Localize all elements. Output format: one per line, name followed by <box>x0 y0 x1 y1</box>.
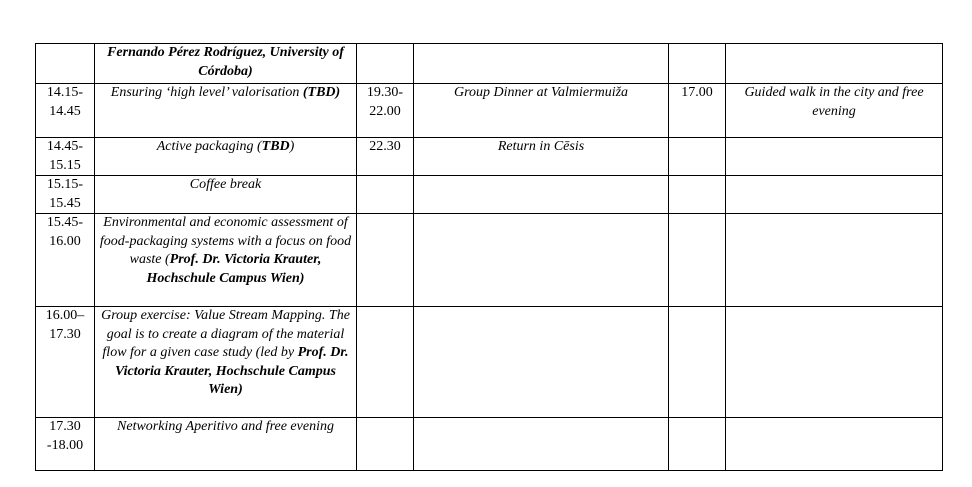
time-cell-day1: 15.45-16.00 <box>36 214 95 307</box>
session-cell-day3 <box>726 307 943 418</box>
session-cell-day2: Group Dinner at Valmiermuiža <box>414 84 669 138</box>
time-cell-day1: 14.15-14.45 <box>36 84 95 138</box>
session-text-part: Group exercise: Value Stream Mapping. The goal is to create a diagram of the material flow for a given case study (led by <box>101 308 350 360</box>
time-cell-day3 <box>669 176 726 214</box>
session-cell-day2 <box>414 44 669 84</box>
table-row <box>36 44 943 84</box>
session-text-part: Ensuring ‘high level’ valorisation <box>110 85 303 100</box>
time-cell-day2 <box>357 44 414 84</box>
session-text-part: Environmental and economic assessment of food-packaging systems with a focus on food waste ( <box>99 215 352 267</box>
session-text-part: Coffee break <box>189 177 262 192</box>
table-row <box>36 84 943 138</box>
time-cell-day3 <box>669 307 726 418</box>
time-cell-day3 <box>669 418 726 471</box>
time-cell-day3: 17.00 <box>669 84 726 138</box>
session-text-part: Active packaging ( <box>156 139 262 154</box>
session-cell-day1 <box>95 138 357 176</box>
session-cell-day1 <box>95 307 357 418</box>
session-text-part: (TBD) <box>302 85 341 100</box>
time-cell-day2 <box>357 418 414 471</box>
session-cell-day3 <box>726 44 943 84</box>
session-cell-day3 <box>726 214 943 307</box>
session-cell-day2 <box>414 307 669 418</box>
time-cell-day3 <box>669 44 726 84</box>
session-cell-day1 <box>95 44 357 84</box>
session-text-part: ) <box>289 139 295 154</box>
time-cell-day2: 19.30-22.00 <box>357 84 414 138</box>
time-cell-day1: 15.15-15.45 <box>36 176 95 214</box>
time-cell-day2: 22.30 <box>357 138 414 176</box>
table-row <box>36 138 943 176</box>
session-cell-day2 <box>414 214 669 307</box>
schedule-table <box>35 43 943 471</box>
time-cell-day3 <box>669 138 726 176</box>
session-cell-day1 <box>95 176 357 214</box>
session-cell-day2 <box>414 418 669 471</box>
session-cell-day3 <box>726 418 943 471</box>
session-text-part: Networking Aperitivo and free evening <box>117 419 334 434</box>
session-text-part: Fernando Pérez Rodríguez, University of Córdoba) <box>107 45 344 79</box>
session-cell-day2: Return in Cēsis <box>414 138 669 176</box>
time-cell-day1 <box>36 44 95 84</box>
time-cell-day2 <box>357 176 414 214</box>
time-cell-day2 <box>357 214 414 307</box>
table-row <box>36 307 943 418</box>
table-row <box>36 418 943 471</box>
session-cell-day2 <box>414 176 669 214</box>
session-text-part: Prof. Dr. Victoria Krauter, Hochschule Campus Wien) <box>115 345 349 397</box>
table-row <box>36 214 943 307</box>
session-text-part: TBD <box>261 139 290 154</box>
session-cell-day3: Guided walk in the city and free evening <box>726 84 943 138</box>
time-cell-day1: 17.30 -18.00 <box>36 418 95 471</box>
session-cell-day1 <box>95 214 357 307</box>
session-cell-day1 <box>95 84 357 138</box>
table-row <box>36 176 943 214</box>
time-cell-day1: 16.00–17.30 <box>36 307 95 418</box>
time-cell-day1: 14.45-15.15 <box>36 138 95 176</box>
session-cell-day3 <box>726 176 943 214</box>
session-text-part: Prof. Dr. Victoria Krauter, Hochschule Campus Wien) <box>146 252 322 286</box>
time-cell-day3 <box>669 214 726 307</box>
session-cell-day1 <box>95 418 357 471</box>
session-cell-day3 <box>726 138 943 176</box>
time-cell-day2 <box>357 307 414 418</box>
